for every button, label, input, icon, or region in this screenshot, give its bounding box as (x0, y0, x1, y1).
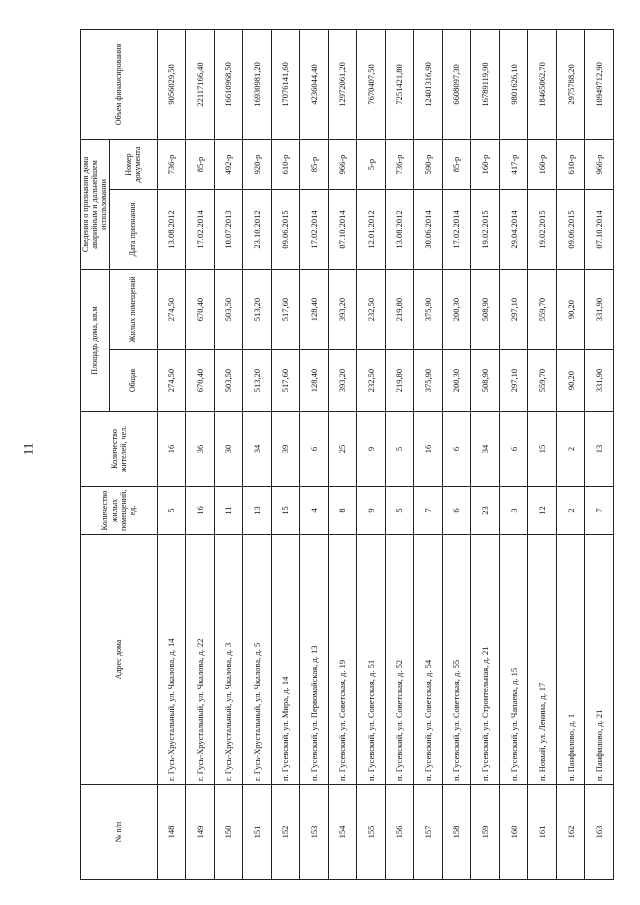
cell-premises: 7 (414, 487, 443, 535)
cell-num: 159 (471, 785, 500, 880)
cell-doc-number: 85-р (442, 139, 471, 189)
cell-address: п. Гусевский, ул. Советская, д. 19 (328, 535, 357, 785)
header-premises-count: Количество жилых помещений, ед. (81, 487, 158, 535)
cell-num: 156 (385, 785, 414, 880)
cell-doc-number: 920-р (243, 139, 272, 189)
cell-recognition-date: 09.06.2015 (556, 190, 585, 270)
table-body (157, 29, 613, 879)
cell-premises: 8 (328, 487, 357, 535)
cell-funding: 4236044,40 (300, 29, 329, 139)
cell-num: 148 (157, 785, 186, 880)
cell-recognition-date: 12.01.2012 (357, 190, 386, 270)
table-row (271, 29, 300, 879)
table-row (471, 29, 500, 879)
cell-area-living: 232,50 (357, 270, 386, 350)
cell-doc-number: 85-р (300, 139, 329, 189)
cell-area-total: 219,80 (385, 350, 414, 412)
table-row (214, 29, 243, 879)
cell-premises: 15 (271, 487, 300, 535)
cell-area-living: 508,90 (471, 270, 500, 350)
cell-area-living: 375,90 (414, 270, 443, 350)
table-row (157, 29, 186, 879)
document-table-container (80, 30, 614, 880)
table-row (243, 29, 272, 879)
houses-table (80, 29, 614, 880)
cell-num: 160 (499, 785, 528, 880)
cell-area-living: 219,80 (385, 270, 414, 350)
cell-residents: 34 (471, 412, 500, 487)
cell-funding: 16789119,90 (471, 29, 500, 139)
cell-residents: 39 (271, 412, 300, 487)
cell-area-living: 297,10 (499, 270, 528, 350)
cell-residents: 16 (414, 412, 443, 487)
cell-area-total: 274,50 (157, 350, 186, 412)
cell-address: п. Гусевский, ул. Строительная, д. 21 (471, 535, 500, 785)
table-row (300, 29, 329, 879)
cell-num: 157 (414, 785, 443, 880)
header-area-living: Жилых помещений (109, 270, 157, 350)
cell-address: п. Гусевский, ул. Мира, д. 14 (271, 535, 300, 785)
cell-premises: 6 (442, 487, 471, 535)
cell-residents: 15 (528, 412, 557, 487)
cell-address: г. Гусь-Хрустальный, ул. Чкалова, д. 3 (214, 535, 243, 785)
cell-residents: 6 (300, 412, 329, 487)
cell-area-total: 90,20 (556, 350, 585, 412)
cell-recognition-date: 29.04.2014 (499, 190, 528, 270)
header-area-total: Общая (109, 350, 157, 412)
cell-area-total: 375,90 (414, 350, 443, 412)
cell-funding: 16610968,50 (214, 29, 243, 139)
cell-address: п. Панфилово, д. 1 (556, 535, 585, 785)
cell-area-living: 517,60 (271, 270, 300, 350)
cell-premises: 5 (385, 487, 414, 535)
cell-area-total: 559,70 (528, 350, 557, 412)
cell-area-total: 517,60 (271, 350, 300, 412)
cell-funding: 9801626,10 (499, 29, 528, 139)
cell-area-total: 393,20 (328, 350, 357, 412)
cell-recognition-date: 23.10.2012 (243, 190, 272, 270)
cell-num: 153 (300, 785, 329, 880)
table-row (499, 29, 528, 879)
table-row (442, 29, 471, 879)
header-emergency-group: Сведения о признании дома аварийным и дальнейшем использовании (81, 139, 110, 269)
cell-address: п. Гусевский, ул. Советская, д. 51 (357, 535, 386, 785)
cell-address: п. Новый, ул. Ленина, д. 17 (528, 535, 557, 785)
cell-recognition-date: 10.07.2013 (214, 190, 243, 270)
header-residents-count: Количество жителей, чел. (81, 412, 158, 487)
cell-recognition-date: 30.06.2014 (414, 190, 443, 270)
cell-address: г. Гусь-Хрустальный, ул. Чкалова, д. 22 (186, 535, 215, 785)
cell-doc-number: 160-р (528, 139, 557, 189)
cell-premises: 5 (157, 487, 186, 535)
cell-recognition-date: 13.08.2012 (385, 190, 414, 270)
header-address: Адрес дома (81, 535, 158, 785)
cell-num: 151 (243, 785, 272, 880)
cell-funding: 10949712,90 (585, 29, 614, 139)
cell-premises: 4 (300, 487, 329, 535)
cell-area-total: 508,90 (471, 350, 500, 412)
cell-doc-number: 160-р (471, 139, 500, 189)
table-row (385, 29, 414, 879)
cell-funding: 18465062,70 (528, 29, 557, 139)
cell-premises: 12 (528, 487, 557, 535)
cell-funding: 2975788,20 (556, 29, 585, 139)
page-number: 11 (20, 442, 36, 456)
cell-residents: 5 (385, 412, 414, 487)
cell-doc-number: 966-р (585, 139, 614, 189)
cell-num: 152 (271, 785, 300, 880)
header-doc-number: Номер документа (109, 139, 157, 189)
header-area-group: Площадь дома, кв.м (81, 270, 110, 412)
cell-premises: 2 (556, 487, 585, 535)
cell-num: 155 (357, 785, 386, 880)
cell-address: п. Гусевский, ул. Советская, д. 55 (442, 535, 471, 785)
header-funding: Объем финансирования (81, 29, 158, 139)
cell-residents: 30 (214, 412, 243, 487)
cell-recognition-date: 19.02.2015 (528, 190, 557, 270)
cell-area-living: 513,20 (243, 270, 272, 350)
cell-premises: 13 (243, 487, 272, 535)
table-row (414, 29, 443, 879)
cell-residents: 2 (556, 412, 585, 487)
table-row (328, 29, 357, 879)
cell-doc-number: 966-р (328, 139, 357, 189)
cell-num: 150 (214, 785, 243, 880)
cell-num: 158 (442, 785, 471, 880)
cell-address: п. Гусевский, ул. Советская, д. 52 (385, 535, 414, 785)
table-header (81, 29, 158, 879)
cell-area-total: 670,40 (186, 350, 215, 412)
cell-area-living: 128,40 (300, 270, 329, 350)
cell-residents: 6 (499, 412, 528, 487)
cell-residents: 36 (186, 412, 215, 487)
cell-num: 154 (328, 785, 357, 880)
table-row (357, 29, 386, 879)
cell-area-living: 670,40 (186, 270, 215, 350)
cell-area-living: 559,70 (528, 270, 557, 350)
cell-residents: 34 (243, 412, 272, 487)
cell-address: г. Гусь-Хрустальный, ул. Чкалова, д. 5 (243, 535, 272, 785)
cell-recognition-date: 09.06.2015 (271, 190, 300, 270)
cell-area-living: 393,20 (328, 270, 357, 350)
cell-residents: 25 (328, 412, 357, 487)
cell-funding: 17076141,60 (271, 29, 300, 139)
cell-recognition-date: 17.02.2014 (186, 190, 215, 270)
table-row (585, 29, 614, 879)
header-num: № п/п (81, 785, 158, 880)
cell-doc-number: 85-р (186, 139, 215, 189)
cell-premises: 23 (471, 487, 500, 535)
cell-area-living: 90,20 (556, 270, 585, 350)
cell-doc-number: 736-р (157, 139, 186, 189)
cell-premises: 9 (357, 487, 386, 535)
cell-area-living: 200,30 (442, 270, 471, 350)
table-row (528, 29, 557, 879)
cell-address: г. Гусь-Хрустальный, ул. Чкалова, д. 14 (157, 535, 186, 785)
cell-funding: 7670407,50 (357, 29, 386, 139)
cell-num: 162 (556, 785, 585, 880)
cell-doc-number: 610-р (271, 139, 300, 189)
cell-recognition-date: 17.02.2014 (300, 190, 329, 270)
cell-recognition-date: 19.02.2015 (471, 190, 500, 270)
cell-area-living: 503,50 (214, 270, 243, 350)
cell-funding: 12401316,90 (414, 29, 443, 139)
cell-premises: 3 (499, 487, 528, 535)
cell-area-total: 503,50 (214, 350, 243, 412)
cell-doc-number: 590-р (414, 139, 443, 189)
table-row (186, 29, 215, 879)
cell-area-total: 200,30 (442, 350, 471, 412)
cell-area-total: 513,20 (243, 350, 272, 412)
cell-recognition-date: 17.02.2014 (442, 190, 471, 270)
cell-funding: 16930981,20 (243, 29, 272, 139)
cell-area-total: 331,90 (585, 350, 614, 412)
cell-funding: 7251421,80 (385, 29, 414, 139)
cell-doc-number: 736-р (385, 139, 414, 189)
cell-funding: 6608097,30 (442, 29, 471, 139)
cell-residents: 13 (585, 412, 614, 487)
cell-doc-number: 417-р (499, 139, 528, 189)
cell-doc-number: 610-р (556, 139, 585, 189)
cell-address: п. Гусевский, ул. Советская, д. 54 (414, 535, 443, 785)
cell-funding: 12972061,20 (328, 29, 357, 139)
cell-premises: 16 (186, 487, 215, 535)
cell-num: 149 (186, 785, 215, 880)
cell-residents: 16 (157, 412, 186, 487)
cell-area-living: 274,50 (157, 270, 186, 350)
cell-recognition-date: 07.10.2014 (585, 190, 614, 270)
cell-doc-number: 492-р (214, 139, 243, 189)
header-recognition-date: Дата признания (109, 190, 157, 270)
cell-address: п. Гусевский, ул. Первомайская, д. 13 (300, 535, 329, 785)
cell-funding: 22117166,40 (186, 29, 215, 139)
cell-premises: 11 (214, 487, 243, 535)
cell-address: п. Гусевский, ул. Чапаева, д. 15 (499, 535, 528, 785)
cell-area-total: 128,40 (300, 350, 329, 412)
cell-area-total: 297,10 (499, 350, 528, 412)
cell-area-living: 331,90 (585, 270, 614, 350)
cell-premises: 7 (585, 487, 614, 535)
cell-address: п. Панфилово, д. 21 (585, 535, 614, 785)
cell-residents: 9 (357, 412, 386, 487)
cell-doc-number: 5-р (357, 139, 386, 189)
cell-area-total: 232,50 (357, 350, 386, 412)
cell-residents: 6 (442, 412, 471, 487)
cell-num: 161 (528, 785, 557, 880)
cell-num: 163 (585, 785, 614, 880)
table-row (556, 29, 585, 879)
cell-recognition-date: 13.08.2012 (157, 190, 186, 270)
cell-recognition-date: 07.10.2014 (328, 190, 357, 270)
cell-funding: 9056029,50 (157, 29, 186, 139)
